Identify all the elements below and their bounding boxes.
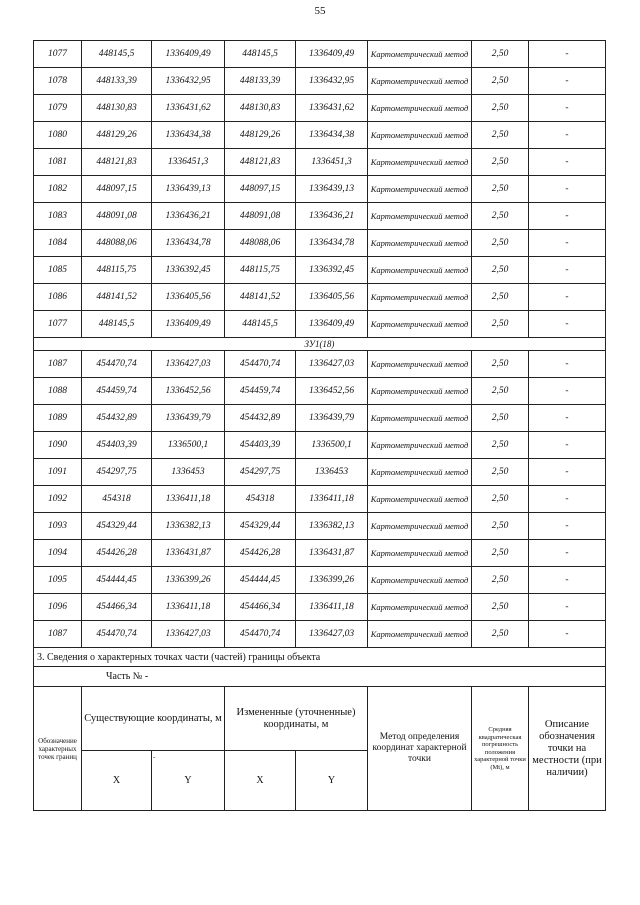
cell-point-number: 1091 — [34, 459, 82, 486]
zu-label: ЗУ1(18) — [34, 338, 606, 351]
table-row — [34, 378, 606, 405]
cell-existing-y: 1336439,13 — [152, 176, 225, 203]
cell-point-number: 1078 — [34, 68, 82, 95]
cell-existing-y: 1336436,21 — [152, 203, 225, 230]
cell-existing-x: 454318 — [82, 486, 152, 513]
cell-method: Картометрический метод — [368, 594, 472, 621]
cell-changed-x: 454459,74 — [225, 378, 296, 405]
cell-description: - — [529, 540, 606, 567]
rows-group-a — [34, 41, 606, 338]
cell-mean-error: 2,50 — [472, 567, 529, 594]
cell-mean-error: 2,50 — [472, 513, 529, 540]
cell-mean-error: 2,50 — [472, 405, 529, 432]
cell-changed-x: 454403,39 — [225, 432, 296, 459]
cell-mean-error: 2,50 — [472, 486, 529, 513]
header-existing: Существующие координаты, м — [82, 687, 225, 751]
cell-changed-y: 1336451,3 — [296, 149, 368, 176]
cell-changed-x: 448141,52 — [225, 284, 296, 311]
cell-existing-x: 448145,5 — [82, 311, 152, 338]
cell-point-number: 1082 — [34, 176, 82, 203]
cell-changed-x: 454297,75 — [225, 459, 296, 486]
cell-existing-x: 448145,5 — [82, 41, 152, 68]
table-row — [34, 176, 606, 203]
cell-point-number: 1080 — [34, 122, 82, 149]
header-changed-y — [296, 751, 368, 811]
cell-method: Картометрический метод — [368, 459, 472, 486]
cell-existing-x: 454466,34 — [82, 594, 152, 621]
cell-existing-y: 1336452,56 — [152, 378, 225, 405]
cell-description: - — [529, 459, 606, 486]
cell-changed-x: 448121,83 — [225, 149, 296, 176]
header-designation: Обозначение характерных точек границ — [34, 687, 82, 811]
cell-description: - — [529, 351, 606, 378]
cell-existing-y: 1336434,78 — [152, 230, 225, 257]
cell-changed-y: 1336452,56 — [296, 378, 368, 405]
cell-description: - — [529, 405, 606, 432]
cell-existing-y: 1336434,38 — [152, 122, 225, 149]
cell-changed-y: 1336434,38 — [296, 122, 368, 149]
cell-changed-y: 1336439,79 — [296, 405, 368, 432]
cell-changed-x: 454444,45 — [225, 567, 296, 594]
header-existing-x — [82, 751, 152, 811]
cell-method: Картометрический метод — [368, 405, 472, 432]
cell-changed-y: 1336409,49 — [296, 311, 368, 338]
cell-existing-y: 1336500,1 — [152, 432, 225, 459]
cell-description: - — [529, 594, 606, 621]
cell-method: Картометрический метод — [368, 486, 472, 513]
cell-point-number: 1093 — [34, 513, 82, 540]
cell-method: Картометрический метод — [368, 311, 472, 338]
table-row — [34, 351, 606, 378]
cell-existing-x: 448141,52 — [82, 284, 152, 311]
cell-existing-x: 448121,83 — [82, 149, 152, 176]
cell-existing-x: 448088,06 — [82, 230, 152, 257]
cell-existing-y: 1336427,03 — [152, 351, 225, 378]
cell-point-number: 1085 — [34, 257, 82, 284]
table-row — [34, 459, 606, 486]
cell-description: - — [529, 567, 606, 594]
cell-point-number: 1086 — [34, 284, 82, 311]
header-existing-y — [152, 751, 225, 811]
cell-changed-y: 1336399,26 — [296, 567, 368, 594]
cell-method: Картометрический метод — [368, 540, 472, 567]
cell-existing-y: 1336439,79 — [152, 405, 225, 432]
cell-existing-x: 448097,15 — [82, 176, 152, 203]
cell-point-number: 1090 — [34, 432, 82, 459]
cell-existing-x: 454297,75 — [82, 459, 152, 486]
cell-changed-y: 1336434,78 — [296, 230, 368, 257]
cell-changed-x: 454426,28 — [225, 540, 296, 567]
cell-point-number: 1084 — [34, 230, 82, 257]
cell-changed-x: 454432,89 — [225, 405, 296, 432]
section-title: 3. Сведения о характерных точках части (частей) границы объекта — [34, 648, 606, 667]
table-row — [34, 486, 606, 513]
cell-method: Картометрический метод — [368, 68, 472, 95]
cell-point-number: 1081 — [34, 149, 82, 176]
table-row — [34, 203, 606, 230]
cell-method: Картометрический метод — [368, 621, 472, 648]
header-changed-x — [225, 751, 296, 811]
table-row — [34, 405, 606, 432]
cell-changed-y: 1336411,18 — [296, 486, 368, 513]
cell-mean-error: 2,50 — [472, 540, 529, 567]
header-changed-x-label: X — [256, 775, 264, 786]
cell-existing-x: 454444,45 — [82, 567, 152, 594]
cell-description: - — [529, 284, 606, 311]
table-row — [34, 311, 606, 338]
cell-changed-y: 1336382,13 — [296, 513, 368, 540]
cell-existing-y: 1336411,18 — [152, 486, 225, 513]
cell-mean-error: 2,50 — [472, 459, 529, 486]
table-row — [34, 95, 606, 122]
cell-changed-x: 454470,74 — [225, 351, 296, 378]
cell-method: Картометрический метод — [368, 351, 472, 378]
cell-method: Картометрический метод — [368, 41, 472, 68]
cell-mean-error: 2,50 — [472, 203, 529, 230]
table-row — [34, 68, 606, 95]
cell-method: Картометрический метод — [368, 149, 472, 176]
cell-changed-x: 448145,5 — [225, 311, 296, 338]
cell-method: Картометрический метод — [368, 284, 472, 311]
cell-mean-error: 2,50 — [472, 378, 529, 405]
cell-description: - — [529, 432, 606, 459]
cell-changed-y: 1336439,13 — [296, 176, 368, 203]
cell-existing-x: 454329,44 — [82, 513, 152, 540]
coordinates-table — [33, 40, 606, 811]
header-existing-y-label: Y — [184, 775, 192, 786]
cell-existing-x: 448130,83 — [82, 95, 152, 122]
cell-mean-error: 2,50 — [472, 311, 529, 338]
cell-existing-y: 1336453 — [152, 459, 225, 486]
cell-description: - — [529, 176, 606, 203]
cell-existing-x: 448115,75 — [82, 257, 152, 284]
part-label: Часть № - — [34, 667, 606, 687]
cell-existing-x: 448129,26 — [82, 122, 152, 149]
table-row — [34, 621, 606, 648]
cell-method: Картометрический метод — [368, 122, 472, 149]
cell-changed-x: 454318 — [225, 486, 296, 513]
cell-existing-y: 1336451,3 — [152, 149, 225, 176]
cell-method: Картометрический метод — [368, 432, 472, 459]
cell-changed-x: 448115,75 — [225, 257, 296, 284]
header-existing-x-label: X — [112, 775, 121, 786]
cell-method: Картометрический метод — [368, 203, 472, 230]
cell-point-number: 1079 — [34, 95, 82, 122]
table-row — [34, 257, 606, 284]
cell-description: - — [529, 95, 606, 122]
cell-point-number: 1092 — [34, 486, 82, 513]
header-changed: Измененные (уточненные) координаты, м — [225, 687, 368, 751]
cell-changed-x: 448145,5 — [225, 41, 296, 68]
cell-description: - — [529, 621, 606, 648]
cell-changed-y: 1336392,45 — [296, 257, 368, 284]
cell-description: - — [529, 122, 606, 149]
cell-point-number: 1096 — [34, 594, 82, 621]
header-desc: Описание обозначения точки на местности (при наличии) — [529, 687, 606, 811]
cell-changed-x: 448097,15 — [225, 176, 296, 203]
cell-existing-y: 1336399,26 — [152, 567, 225, 594]
cell-description: - — [529, 486, 606, 513]
header-mt: Средняя квадратическая погрешность положения характерной точки (Мt), м — [472, 687, 529, 811]
cell-changed-y: 1336411,18 — [296, 594, 368, 621]
cell-existing-x: 454432,89 — [82, 405, 152, 432]
cell-method: Картометрический метод — [368, 513, 472, 540]
cell-existing-y: 1336432,95 — [152, 68, 225, 95]
header-row-top — [34, 687, 606, 751]
table-row — [34, 230, 606, 257]
table-row — [34, 432, 606, 459]
cell-existing-x: 454459,74 — [82, 378, 152, 405]
cell-changed-y: 1336427,03 — [296, 621, 368, 648]
cell-mean-error: 2,50 — [472, 230, 529, 257]
table-row — [34, 567, 606, 594]
part-label-row — [34, 667, 606, 687]
cell-description: - — [529, 149, 606, 176]
cell-mean-error: 2,50 — [472, 176, 529, 203]
cell-point-number: 1077 — [34, 311, 82, 338]
cell-changed-y: 1336431,87 — [296, 540, 368, 567]
cell-point-number: 1087 — [34, 351, 82, 378]
page-number: 55 — [314, 5, 326, 17]
header-dash-mark: - — [153, 753, 156, 761]
cell-mean-error: 2,50 — [472, 122, 529, 149]
cell-method: Картометрический метод — [368, 567, 472, 594]
table-row — [34, 284, 606, 311]
cell-point-number: 1083 — [34, 203, 82, 230]
cell-description: - — [529, 257, 606, 284]
cell-changed-y: 1336409,49 — [296, 41, 368, 68]
cell-changed-y: 1336427,03 — [296, 351, 368, 378]
table-row — [34, 513, 606, 540]
cell-method: Картометрический метод — [368, 95, 472, 122]
cell-mean-error: 2,50 — [472, 621, 529, 648]
cell-changed-x: 454466,34 — [225, 594, 296, 621]
cell-existing-y: 1336427,03 — [152, 621, 225, 648]
section-title-row — [34, 648, 606, 667]
cell-mean-error: 2,50 — [472, 41, 529, 68]
cell-existing-x: 448133,39 — [82, 68, 152, 95]
cell-changed-y: 1336500,1 — [296, 432, 368, 459]
cell-existing-y: 1336405,56 — [152, 284, 225, 311]
cell-changed-y: 1336453 — [296, 459, 368, 486]
cell-description: - — [529, 41, 606, 68]
cell-existing-x: 454403,39 — [82, 432, 152, 459]
cell-description: - — [529, 68, 606, 95]
cell-point-number: 1095 — [34, 567, 82, 594]
cell-existing-y: 1336409,49 — [152, 41, 225, 68]
cell-description: - — [529, 311, 606, 338]
cell-description: - — [529, 230, 606, 257]
header-method: Метод определения координат характерной точки — [368, 687, 472, 811]
cell-existing-y: 1336431,62 — [152, 95, 225, 122]
cell-description: - — [529, 203, 606, 230]
cell-changed-y: 1336432,95 — [296, 68, 368, 95]
cell-changed-x: 448091,08 — [225, 203, 296, 230]
cell-point-number: 1088 — [34, 378, 82, 405]
cell-changed-y: 1336431,62 — [296, 95, 368, 122]
cell-changed-x: 454329,44 — [225, 513, 296, 540]
cell-changed-y: 1336436,21 — [296, 203, 368, 230]
cell-mean-error: 2,50 — [472, 351, 529, 378]
cell-mean-error: 2,50 — [472, 432, 529, 459]
cell-changed-x: 448088,06 — [225, 230, 296, 257]
cell-mean-error: 2,50 — [472, 149, 529, 176]
cell-mean-error: 2,50 — [472, 95, 529, 122]
zu-label-row — [34, 338, 606, 351]
cell-mean-error: 2,50 — [472, 68, 529, 95]
cell-point-number: 1087 — [34, 621, 82, 648]
header-changed-y-label: Y — [327, 775, 336, 786]
cell-existing-y: 1336409,49 — [152, 311, 225, 338]
cell-existing-x: 454426,28 — [82, 540, 152, 567]
cell-method: Картометрический метод — [368, 257, 472, 284]
cell-existing-x: 454470,74 — [82, 351, 152, 378]
cell-existing-y: 1336382,13 — [152, 513, 225, 540]
cell-point-number: 1094 — [34, 540, 82, 567]
cell-existing-y: 1336431,87 — [152, 540, 225, 567]
cell-mean-error: 2,50 — [472, 594, 529, 621]
cell-description: - — [529, 378, 606, 405]
cell-mean-error: 2,50 — [472, 284, 529, 311]
cell-point-number: 1077 — [34, 41, 82, 68]
cell-changed-x: 448130,83 — [225, 95, 296, 122]
cell-point-number: 1089 — [34, 405, 82, 432]
rows-group-b — [34, 351, 606, 648]
cell-existing-x: 454470,74 — [82, 621, 152, 648]
table-row — [34, 540, 606, 567]
table-row — [34, 122, 606, 149]
table-row — [34, 594, 606, 621]
table-row — [34, 149, 606, 176]
cell-mean-error: 2,50 — [472, 257, 529, 284]
cell-method: Картометрический метод — [368, 230, 472, 257]
cell-existing-y: 1336392,45 — [152, 257, 225, 284]
cell-method: Картометрический метод — [368, 378, 472, 405]
table-row — [34, 41, 606, 68]
cell-description: - — [529, 513, 606, 540]
cell-changed-x: 454470,74 — [225, 621, 296, 648]
cell-existing-y: 1336411,18 — [152, 594, 225, 621]
cell-existing-x: 448091,08 — [82, 203, 152, 230]
cell-method: Картометрический метод — [368, 176, 472, 203]
cell-changed-y: 1336405,56 — [296, 284, 368, 311]
cell-changed-x: 448133,39 — [225, 68, 296, 95]
cell-changed-x: 448129,26 — [225, 122, 296, 149]
